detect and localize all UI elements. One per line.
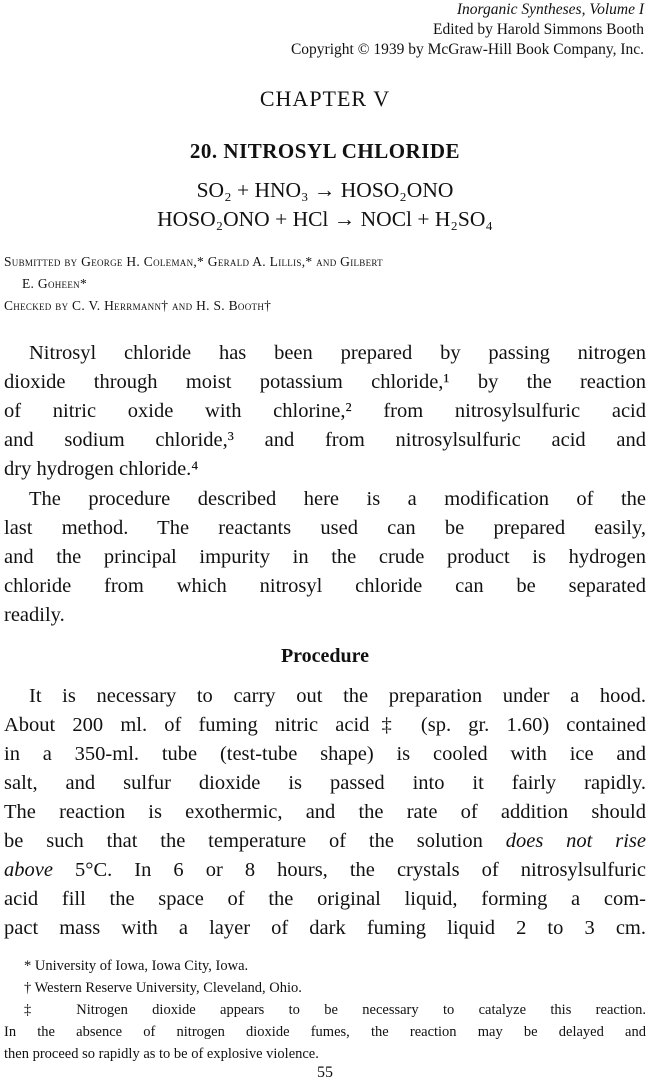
text-line: dioxide through moist potassium chloride,¹ by the reaction [4,371,646,393]
copyright-line: Copyright © 1939 by McGraw-Hill Book Company, Inc. [290,41,644,58]
text-line: salt, and sulfur dioxide is passed into it fairly rapidly. [4,772,646,794]
book-title: Inorganic Syntheses, Volume I [456,1,644,18]
paragraph-procedure [4,682,646,943]
footnote-2: † Western Reserve University, Cleveland, Ohio. [24,980,302,996]
text-line: pact mass with a layer of dark fuming liquid 2 to 3 cm. [4,917,646,939]
paragraph-history [4,339,646,484]
text-line: The procedure described here is a modification of the [29,488,646,510]
footnotes [4,955,646,1065]
paragraph-method [4,485,646,630]
text-line: Nitrosyl chloride has been prepared by passing nitrogen [29,342,646,364]
footnote-1: * University of Iowa, Iowa City, Iowa. [24,958,249,974]
text-line: The reaction is exothermic, and the rate of addition should [4,801,646,823]
submitted-by-line: Submitted by George H. Coleman,* Gerald A. Lillis,* and Gilbert [4,254,383,269]
text-line: readily. [4,604,65,626]
section-title: 20. NITROSYL CHLORIDE [189,139,461,163]
submitted-by-continuation: E. Goheen* [22,276,87,291]
text-line: and the principal impurity in the crude product is hydrogen [4,546,646,568]
text-line: last method. The reactants used can be prepared easily, [4,517,646,539]
running-header [291,0,644,60]
checked-by-line: Checked by C. V. Herrmann† and H. S. Booth† [4,298,272,313]
footnote-3: ‡ Nitrogen dioxide appears to be necessary to catalyze this reaction. [24,1002,646,1018]
text-line: be such that the temperature of the solution does not rise [4,830,646,852]
text-line: in a 350-ml. tube (test-tube shape) is cooled with ice and [4,743,646,765]
procedure-heading: Procedure [280,645,370,667]
equation-1: SO₂ + HNO₃ → HOSO₂ONO [196,178,454,202]
text-line: It is necessary to carry out the preparation under a hood. [29,685,646,707]
text-line: chloride from which nitrosyl chloride can be separated [4,575,646,597]
footnote-3-continuation: then proceed so rapidly as to be of explosive violence. [4,1046,319,1062]
text-line: above 5°C. In 6 or 8 hours, the crystals of nitrosylsulfuric [4,859,646,881]
editor-line: Edited by Harold Simmons Booth [433,21,644,38]
text-line: acid fill the space of the original liquid, forming a com- [4,888,646,910]
equation-2: HOSO₂ONO + HCl → NOCl + H₂SO₄ [157,207,493,231]
text-line: dry hydrogen chloride.⁴ [4,458,199,480]
footnote-3-continuation: In the absence of nitrogen dioxide fumes, the reaction may be delayed and [4,1024,646,1040]
page-number: 55 [317,1064,333,1081]
text-line: of nitric oxide with chlorine,² from nitrosylsulfuric acid [4,400,646,422]
text-line: About 200 ml. of fuming nitric acid‡ (sp. gr. 1.60) contained [4,714,646,736]
text-line: and sodium chloride,³ and from nitrosylsulfuric acid and [4,429,646,451]
chapter-heading: CHAPTER V [259,86,391,111]
